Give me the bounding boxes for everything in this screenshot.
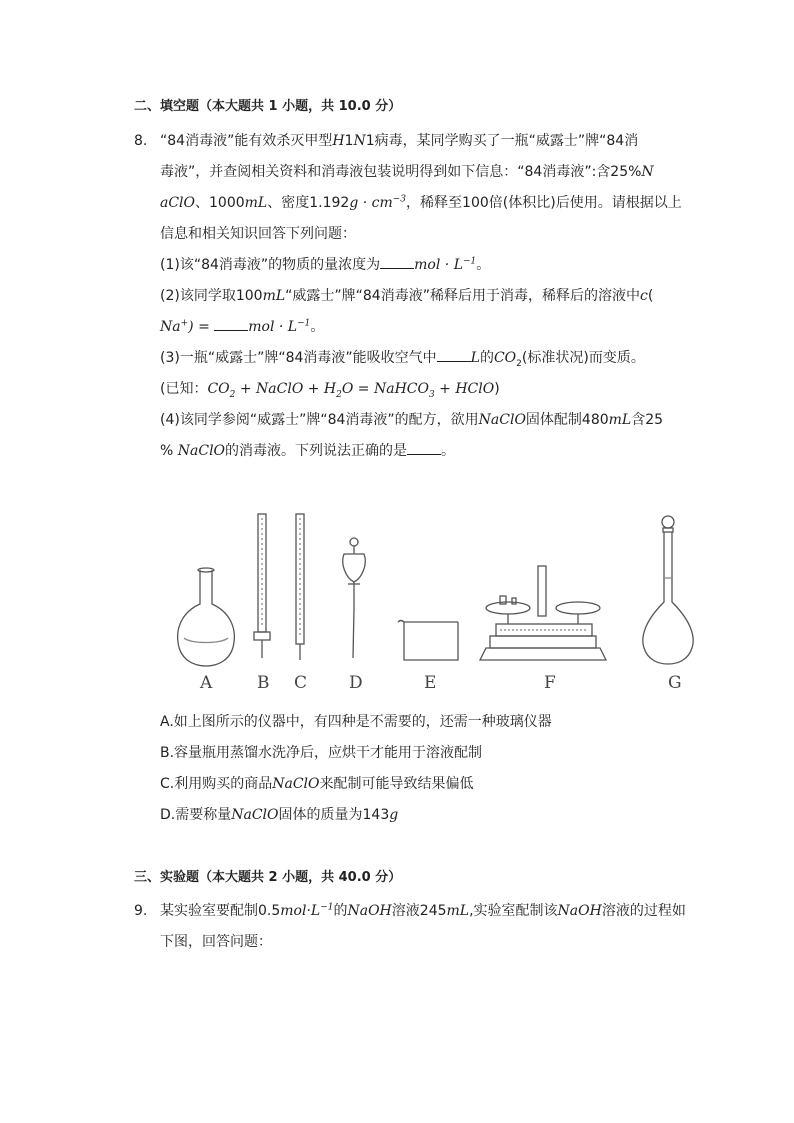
q8-part-2-line-2: Na+) = mol · $L^{-1}$。 <box>160 318 325 335</box>
q8-line-4: 信息和相关知识回答下列问题： <box>160 226 356 242</box>
q9-line-2: 下图，回答问题： <box>160 934 272 950</box>
q9-line-1: 某实验室要配制$0.5mol\cdot L^{-1}$的NaOH溶液245mL,实验室配制该NaOH溶液的过程如 <box>160 902 686 919</box>
option-b[interactable]: B.容量瓶用蒸馏水洗净后，应烘干才能用于溶液配制 <box>160 745 483 761</box>
option-a[interactable]: A.如上图所示的仪器中，有四种是不需要的，还需一种玻璃仪器 <box>160 714 552 730</box>
balance-f <box>480 566 606 660</box>
q8-part-3-line-1: (3)一瓶“威露士”牌“84消毒液”能吸收空气中 L的$CO_2$(标准状况)而变质。 <box>160 350 645 369</box>
section-3-title: 三、实验题（本大题共 2 小题，共 40.0 分） <box>134 870 402 885</box>
answer-blank-4[interactable] <box>407 442 441 455</box>
option-d[interactable]: D.需要称量NaClO固体的质量为143g <box>160 807 399 823</box>
q8-line-1: “84消毒液”能有效杀灭甲型H1N1病毒，某同学购买了一瓶“威露士”牌“84消 <box>160 133 639 149</box>
label-a: A <box>200 673 213 693</box>
q8-part-2-line-1: (2)该同学取100mL“威露士”牌“84消毒液”稀释后用于消毒，稀释后的溶液中c( <box>160 288 654 304</box>
q8-line-2: 毒液”，并查阅相关资料和消毒液包装说明得到如下信息：“84消毒液”:含25%N <box>160 164 654 180</box>
beaker-e <box>398 621 458 661</box>
answer-blank-1[interactable] <box>380 256 414 269</box>
section-2-title: 二、填空题（本大题共 1 小题，共 10.0 分） <box>134 99 402 114</box>
burette-b <box>254 514 270 658</box>
burette-c <box>296 514 304 660</box>
label-c: C <box>294 673 308 693</box>
q8-line-3: aClO、1000mL、密度$1.192g \cdot cm^{-3}$，稀释至100倍(体积比)后使用。请根据以上 <box>160 194 682 211</box>
label-b: B <box>257 673 270 693</box>
q8-part-1: (1)该“84消毒液”的物质的量浓度为 mol · $L^{-1}$。 <box>160 256 491 273</box>
q8-part-3-equation: (已知：$CO_2$ + NaClO + $H_2O$ = NaHCO$_3$ + HClO) <box>160 381 500 400</box>
apparatus-figure <box>160 508 700 693</box>
volumetric-flask-g <box>643 516 693 664</box>
answer-blank-2[interactable] <box>214 318 248 331</box>
answer-blank-3[interactable] <box>437 349 471 362</box>
q8-part-4-line-2: % NaClO的消毒液。下列说法正确的是 。 <box>160 443 456 459</box>
label-g: G <box>668 673 682 693</box>
q8-part-4-line-1: (4)该同学参阅“威露士”牌“84消毒液”的配方，欲用NaClO固体配制480mL含25 <box>160 412 664 428</box>
label-d: D <box>349 673 363 693</box>
question-8-number: 8. <box>134 133 148 149</box>
label-e: E <box>424 673 437 693</box>
round-bottom-flask-a <box>178 568 235 666</box>
label-f: F <box>544 673 556 693</box>
question-9-number: 9. <box>134 903 148 919</box>
separatory-funnel-d <box>343 538 366 658</box>
option-c[interactable]: C.利用购买的商品NaClO来配制可能导致结果偏低 <box>160 776 474 792</box>
